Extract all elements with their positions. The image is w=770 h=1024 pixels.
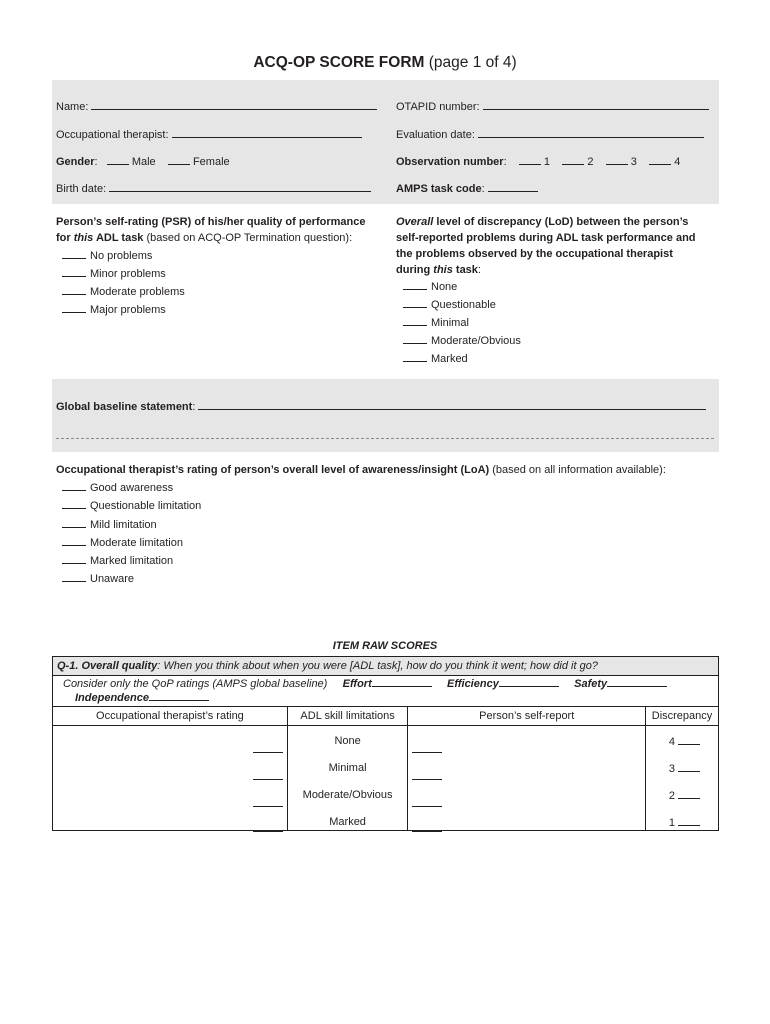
eval-date-field[interactable]: Evaluation date: [396, 128, 704, 141]
birth-date-field[interactable]: Birth date: [56, 182, 371, 195]
loa-option[interactable]: Good awareness [62, 481, 201, 499]
skill-label: Marked [329, 816, 366, 828]
scores-table [52, 656, 719, 831]
otapid-label: OTAPID number [396, 101, 477, 113]
discrepancy-entry[interactable]: 4 [669, 735, 700, 748]
otapid-field[interactable]: OTAPID number: [396, 100, 709, 113]
skill-limitations-col [287, 726, 408, 831]
amps-task-code-field[interactable]: AMPS task code: [396, 182, 538, 195]
lod-option[interactable]: None [403, 280, 521, 298]
psr-option[interactable]: No problems [62, 249, 185, 267]
q1-row [53, 657, 719, 676]
skill-label: Moderate/Obvious [302, 789, 393, 801]
obs-number: 1 [543, 156, 551, 168]
lod-heading: Overall level of discrepancy (LoD) between the person’s self-reported problems during ADL task performance and the problems observed by the occupational therapist during this task: [396, 216, 696, 276]
baseline-label: Global baseline statement [56, 401, 193, 413]
eval-date-label: Evaluation date [396, 129, 472, 141]
lod-option[interactable]: Moderate/Obvious [403, 334, 521, 352]
psr-option[interactable]: Major problems [62, 303, 185, 321]
col-header-discrepancy: Discrepancy [646, 707, 719, 726]
baseline-section [52, 379, 719, 452]
independence-blank[interactable] [149, 691, 209, 701]
psr-heading: Person’s self-rating (PSR) of his/her quality of performance for this ADL task (based on ACQ-OP Termination question): [56, 214, 391, 246]
psr-heading-line1: Person’s self-rating (PSR) of his/her quality of performance [56, 216, 366, 228]
amps-label: AMPS task code [396, 183, 482, 195]
gender-label: Gender [56, 156, 95, 168]
loa-option[interactable]: Mild limitation [62, 518, 201, 536]
q1-text: : When you think about when you were [ADL task], how do you think it went; how did it go? [157, 660, 598, 672]
birth-date-label: Birth date [56, 183, 104, 195]
observation-number-field[interactable]: Observation number: 1 2 3 4 [396, 156, 681, 168]
title-bold: ACQ-OP SCORE FORM [253, 54, 425, 71]
name-label: Name [56, 101, 86, 113]
therapist-rating-blank[interactable] [253, 740, 283, 753]
skill-label: Minimal [328, 762, 367, 774]
therapist-rating-blank[interactable] [253, 767, 283, 780]
observation-label: Observation number [396, 156, 504, 168]
loa-option[interactable]: Marked limitation [62, 554, 201, 572]
therapist-rating-col [53, 726, 288, 831]
obs-number: 3 [630, 156, 637, 168]
consider-row: Consider only the QoP ratings (AMPS global baseline) Effort Efficiency Safety Independence [53, 676, 719, 707]
psr-option[interactable]: Moderate problems [62, 285, 185, 303]
discrepancy-entry[interactable]: 2 [669, 789, 700, 802]
skill-label: None [334, 735, 361, 747]
baseline-line-2[interactable] [56, 438, 714, 439]
lod-option[interactable]: Minimal [403, 316, 521, 334]
name-field[interactable]: Name: [56, 100, 377, 113]
page-title [0, 54, 770, 72]
gender-female: Female [192, 156, 230, 168]
lod-options [403, 280, 521, 370]
title-page-indicator: (page 1 of 4) [428, 54, 517, 71]
col-header-therapist: Occupational therapist’s rating [53, 707, 288, 726]
gender-male: Male [131, 156, 156, 168]
col-header-self-report: Person’s self-report [408, 707, 646, 726]
self-report-blank[interactable] [412, 767, 442, 780]
therapist-field[interactable]: Occupational therapist: [56, 128, 362, 141]
item-raw-scores-title: ITEM RAW SCORES [332, 640, 438, 652]
loa-option[interactable]: Questionable limitation [62, 499, 201, 517]
q1-label: Q-1. Overall quality [57, 660, 158, 672]
self-report-blank[interactable] [412, 740, 442, 753]
lod-option[interactable]: Questionable [403, 298, 521, 316]
baseline-field[interactable]: Global baseline statement: [56, 400, 706, 413]
loa-option[interactable]: Unaware [62, 572, 201, 590]
discrepancy-entry[interactable]: 3 [669, 762, 700, 775]
psr-options [62, 249, 185, 321]
gender-field[interactable]: Gender: Male Female [56, 156, 230, 168]
discrepancy-entry[interactable]: 1 [669, 816, 700, 829]
efficiency-blank[interactable] [499, 677, 559, 687]
loa-option[interactable]: Moderate limitation [62, 536, 201, 554]
lod-option[interactable]: Marked [403, 352, 521, 370]
psr-option[interactable]: Minor problems [62, 267, 185, 285]
therapist-rating-blank[interactable] [253, 821, 283, 832]
safety-blank[interactable] [607, 677, 667, 687]
self-report-col [408, 726, 646, 831]
therapist-rating-blank[interactable] [253, 794, 283, 807]
therapist-label: Occupational therapist [56, 129, 166, 141]
loa-options [62, 481, 201, 591]
self-report-blank[interactable] [412, 821, 442, 832]
obs-number: 2 [587, 156, 594, 168]
self-report-blank[interactable] [412, 794, 442, 807]
col-header-skill: ADL skill limitations [287, 707, 408, 726]
obs-number: 4 [674, 156, 681, 168]
loa-heading: Occupational therapist’s rating of person’s overall level of awareness/insight (LoA) (based on all information available): [56, 464, 666, 476]
effort-blank[interactable] [372, 677, 432, 687]
discrepancy-col [646, 726, 719, 831]
